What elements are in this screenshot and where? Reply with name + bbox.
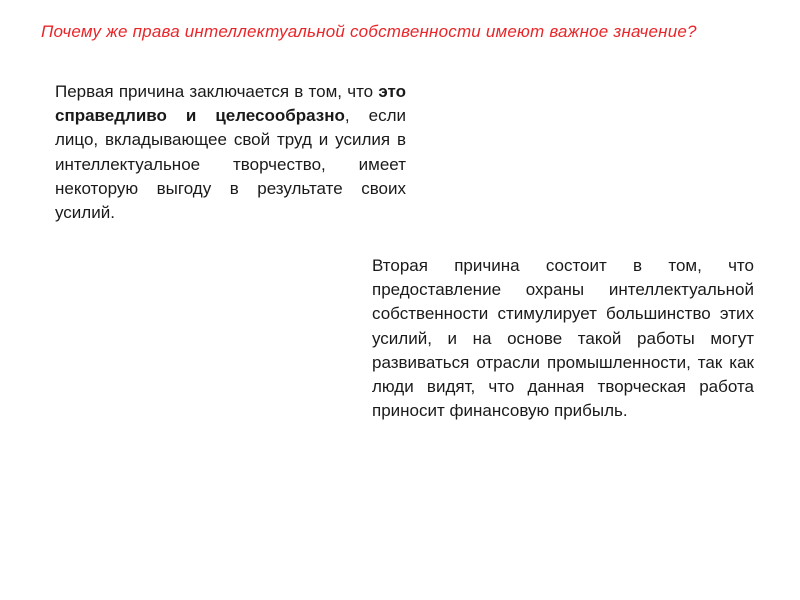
slide-title: Почему же права интеллектуальной собственности имеют важное значение? [41,22,697,41]
first-reason-emphasis: это справедливо и целесообразно [55,82,406,126]
first-reason-text-start: Первая причина заключается в том, что [55,82,379,101]
first-reason-paragraph [55,80,406,225]
second-reason-paragraph: Вторая причина состоит в том, что предоставление охраны интеллектуальной собственности стимулирует большинство этих усилий, и на основе такой работы могут развиваться отрасли промышленности, так как люди видят, что данная творческая работа приносит финансовую прибыль. [372,256,754,421]
first-reason-text-end: , если лицо, вкладывающее свой труд и усилия в интеллектуальное творчество, имеет некоторую выгоду в результате своих усилий. [55,106,406,223]
